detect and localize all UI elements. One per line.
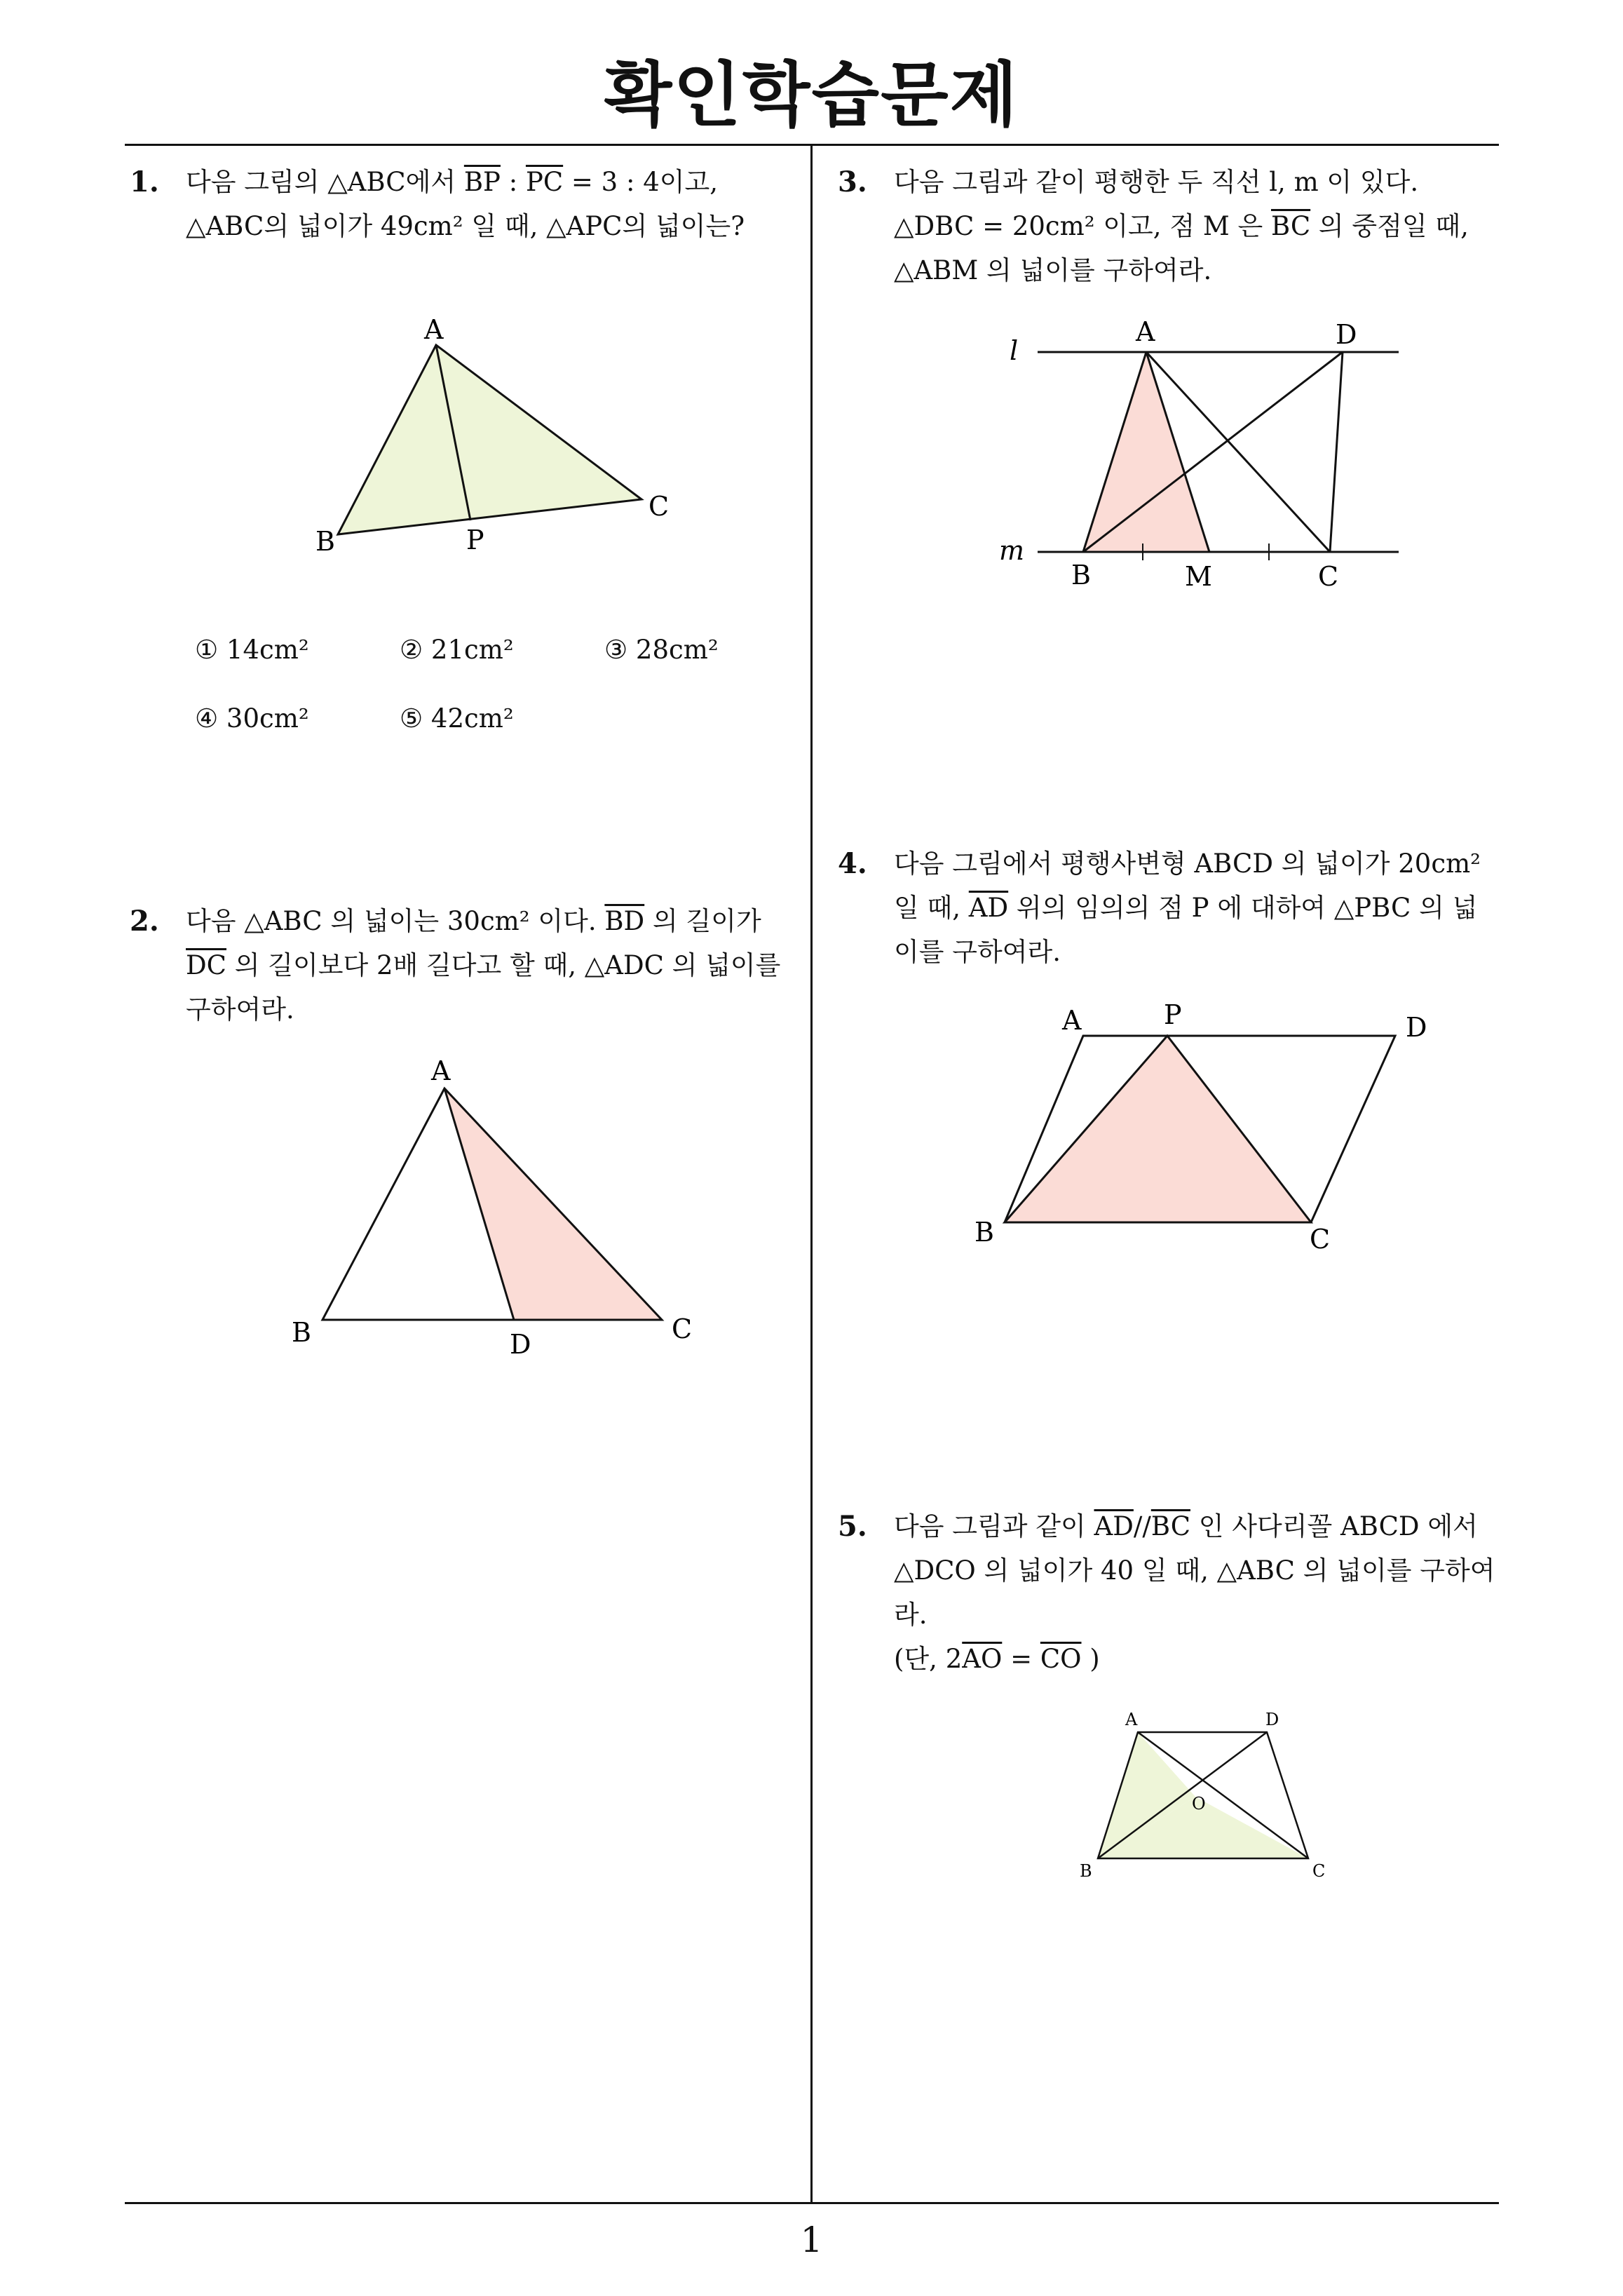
label-c: C [648, 491, 670, 522]
label-b: B [1080, 1861, 1092, 1881]
label-p: P [1164, 999, 1182, 1030]
problem-number: 2. [130, 905, 159, 938]
segment-DC: $\overline{DC}$ [186, 950, 226, 980]
page-number: 1 [800, 2220, 823, 2260]
segment-PC: $\overline{PC}$ [525, 167, 564, 197]
choice-5[interactable]: ⑤ 42cm² [400, 703, 514, 734]
segment-BP: $\overline{BP}$ [463, 167, 501, 197]
label-a: A [431, 1055, 451, 1086]
label-b: B [315, 526, 335, 557]
label-l: l [1010, 335, 1019, 366]
label-b: B [975, 1217, 994, 1248]
segment-AD: $\overline{AD}$ [968, 893, 1009, 923]
label-c: C [1310, 1224, 1331, 1255]
text-line: (단, $2\overline{AO} = \overline{CO}$ ) [894, 1644, 1100, 1674]
text-line: △ABC의 넓이가 49cm² 일 때, △APC의 넓이는? [186, 211, 745, 241]
text-line: △ABM 의 넓이를 구하여라. [894, 255, 1212, 285]
text-line: 라. [894, 1600, 928, 1630]
text-line: 이를 구하여라. [894, 937, 1061, 967]
choice-2[interactable]: ② 21cm² [400, 635, 514, 665]
text-line: 다음 그림과 같이 $\overline{AD}//\overline{BC}$ 인 사다리꼴 ABCD 에서 [894, 1511, 1478, 1541]
segment-AO: $\overline{AO}$ [962, 1644, 1003, 1674]
text-line: 다음 그림의 △ABC에서 $\overline{BP}$ : $\overline{PC} = 3$ : 4이고, [186, 167, 718, 197]
text-line: 다음 △ABC 의 넓이는 30cm² 이다. $\overline{BD}$ 의 길이가 [186, 906, 761, 936]
segment-BC: $\overline{BC}$ [1150, 1511, 1190, 1541]
problem-number: 5. [838, 1510, 867, 1543]
choice-3[interactable]: ③ 28cm² [604, 635, 719, 665]
segment-BD: $\overline{BD}$ [604, 906, 645, 936]
text-line: $\overline{DC}$ 의 길이보다 2배 길다고 할 때, △ADC 의 넓이를 [186, 950, 781, 980]
label-a: A [1125, 1710, 1138, 1729]
segment-CO: $\overline{CO}$ [1040, 1644, 1082, 1674]
text-line: △DCO 의 넓이가 40 일 때, △ABC 의 넓이를 구하여 [894, 1555, 1495, 1586]
label-c: C [1312, 1861, 1326, 1881]
label-m-point: M [1185, 561, 1212, 592]
label-b: B [292, 1317, 311, 1348]
label-m: m [999, 535, 1025, 566]
label-a: A [424, 314, 444, 345]
text-line: 다음 그림에서 평행사변형 ABCD 의 넓이가 20cm² [894, 849, 1481, 879]
text-line: 다음 그림과 같이 평행한 두 직선 l, m 이 있다. [894, 167, 1419, 197]
text-line: 일 때, $\overline{AD}$ 위의 임의의 점 P 에 대하여 △PBC 의 넓 [894, 893, 1478, 923]
label-a: A [1062, 1005, 1082, 1036]
label-d: D [510, 1329, 531, 1360]
label-d: D [1265, 1710, 1279, 1729]
label-o: O [1192, 1794, 1206, 1814]
problem-number: 1. [130, 166, 159, 198]
label-d: D [1336, 319, 1357, 350]
problem-number: 4. [838, 847, 867, 880]
label-a: A [1136, 316, 1155, 347]
label-d: D [1406, 1012, 1427, 1043]
label-c: C [1318, 561, 1339, 592]
choice-1[interactable]: ① 14cm² [195, 635, 309, 665]
segment-BC: $\overline{BC}$ [1270, 211, 1311, 241]
label-p: P [466, 525, 484, 555]
label-b: B [1071, 560, 1091, 590]
page-title: 확인학습문제 [604, 54, 1019, 136]
text-line: △DBC = 20cm² 이고, 점 M 은 $\overline{BC}$ 의 중점일 때, [894, 211, 1469, 241]
choice-4[interactable]: ④ 30cm² [195, 703, 309, 734]
text-line: 구하여라. [186, 994, 294, 1025]
segment-AD: $\overline{AD}$ [1094, 1511, 1134, 1541]
problem-number: 3. [838, 166, 867, 198]
label-c: C [672, 1314, 693, 1344]
